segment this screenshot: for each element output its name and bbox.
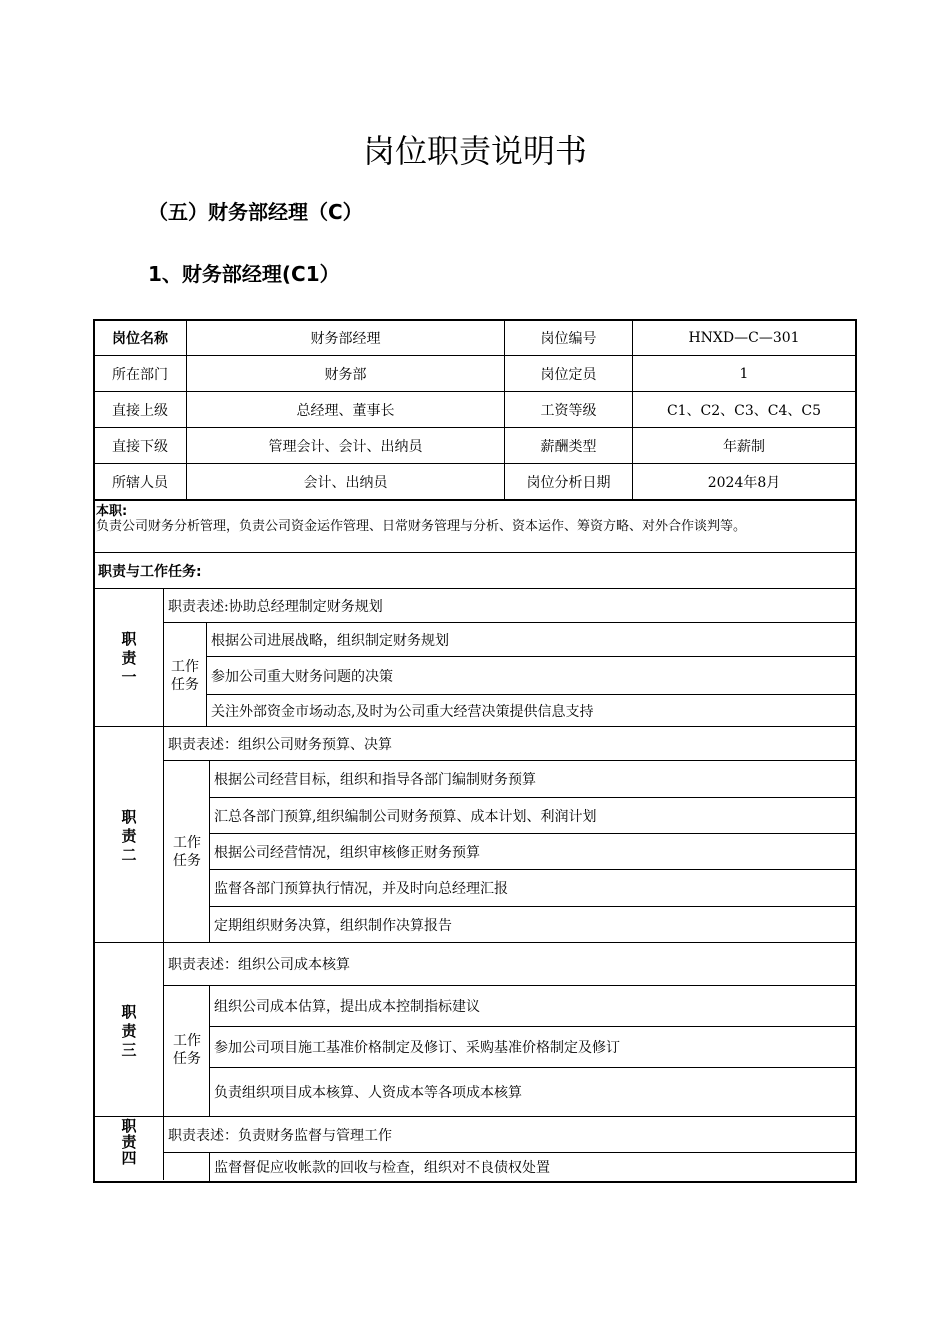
duty-1-statement: 职责表述:协助总经理制定财务规划 (168, 598, 383, 615)
value-pay-type: 年薪制 (723, 438, 765, 455)
section-subtitle: （五）财务部经理（C） (148, 200, 363, 224)
value-staff-managed: 会计、出纳员 (303, 474, 388, 491)
duty-2-task-3: 根据公司经营情况，组织审核修正财务预算 (214, 844, 480, 861)
value-position-name: 财务部经理 (310, 331, 381, 347)
duty-2-task-label: 工作任务 (173, 835, 201, 869)
value-salary-grade: C1、C2、C3、C4、C5 (666, 402, 822, 419)
duty-3-task-label: 工作任务 (173, 1033, 201, 1067)
duty-3-label: 职责三 (121, 1003, 137, 1059)
duty-1-task-1: 根据公司进展战略，组织制定财务规划 (211, 632, 449, 649)
value-position-code: HNXD—C—301 (688, 330, 800, 346)
duty-3-task-1: 组织公司成本估算，提出成本控制指标建议 (214, 999, 480, 1015)
duty-3-statement: 职责表述：组织公司成本核算 (168, 957, 350, 973)
position-heading: 1、财务部经理(C1） (148, 262, 340, 286)
duty-4-statement: 职责表述：负责财务监督与管理工作 (168, 1127, 392, 1144)
label-salary-grade: 工资等级 (540, 402, 597, 419)
duty-2-label: 职责二 (121, 808, 137, 864)
responsibilities-header: 职责与工作任务: (98, 563, 202, 580)
core-duty (96, 504, 854, 534)
value-department: 财务部 (324, 366, 367, 383)
label-analysis-date: 岗位分析日期 (526, 474, 611, 491)
label-staff-managed: 所辖人员 (112, 474, 168, 491)
label-position-code: 岗位编号 (540, 331, 597, 347)
duty-1-task-2: 参加公司重大财务问题的决策 (211, 668, 393, 685)
duty-2-task-4: 监督各部门预算执行情况，并及时向总经理汇报 (214, 881, 508, 897)
label-department: 所在部门 (112, 366, 168, 383)
core-duty-label: 本职: (96, 504, 128, 519)
value-headcount: 1 (739, 365, 749, 382)
duty-2-task-5: 定期组织财务决算，组织制作决算报告 (214, 917, 452, 934)
label-direct-superior: 直接上级 (112, 402, 168, 419)
duty-4-label: 职责四 (121, 1117, 137, 1167)
value-direct-superior: 总经理、董事长 (296, 402, 395, 419)
label-pay-type: 薪酬类型 (540, 438, 597, 455)
label-headcount: 岗位定员 (540, 366, 597, 383)
duty-1-label: 职责一 (121, 630, 137, 686)
value-direct-subordinates: 管理会计、会计、出纳员 (268, 438, 423, 455)
label-position-name: 岗位名称 (112, 331, 168, 347)
duty-2-statement: 职责表述：组织公司财务预算、决算 (168, 736, 392, 753)
label-direct-subordinates: 直接下级 (112, 438, 168, 455)
duty-2-task-2: 汇总各部门预算,组织编制公司财务预算、成本计划、利润计划 (214, 808, 597, 825)
duty-2-task-1: 根据公司经营目标，组织和指导各部门编制财务预算 (214, 772, 536, 788)
core-duty-text: 负责公司财务分析管理，负责公司资金运作管理、日常财务管理与分析、资本运作、筹资方略、对外合作谈判等。 (96, 519, 747, 534)
duty-1-task-label: 工作任务 (171, 659, 199, 693)
duty-3-task-2: 参加公司项目施工基准价格制定及修订、采购基准价格制定及修订 (214, 1040, 620, 1056)
page-title: 岗位职责说明书 (362, 132, 587, 170)
duty-4-task-1: 监督督促应收帐款的回收与检查，组织对不良债权处置 (214, 1159, 550, 1176)
duty-3-task-3: 负责组织项目成本核算、人资成本等各项成本核算 (214, 1085, 522, 1101)
duty-1-task-3: 关注外部资金市场动态,及时为公司重大经营决策提供信息支持 (211, 703, 594, 720)
value-analysis-date: 2024年8月 (707, 474, 781, 491)
